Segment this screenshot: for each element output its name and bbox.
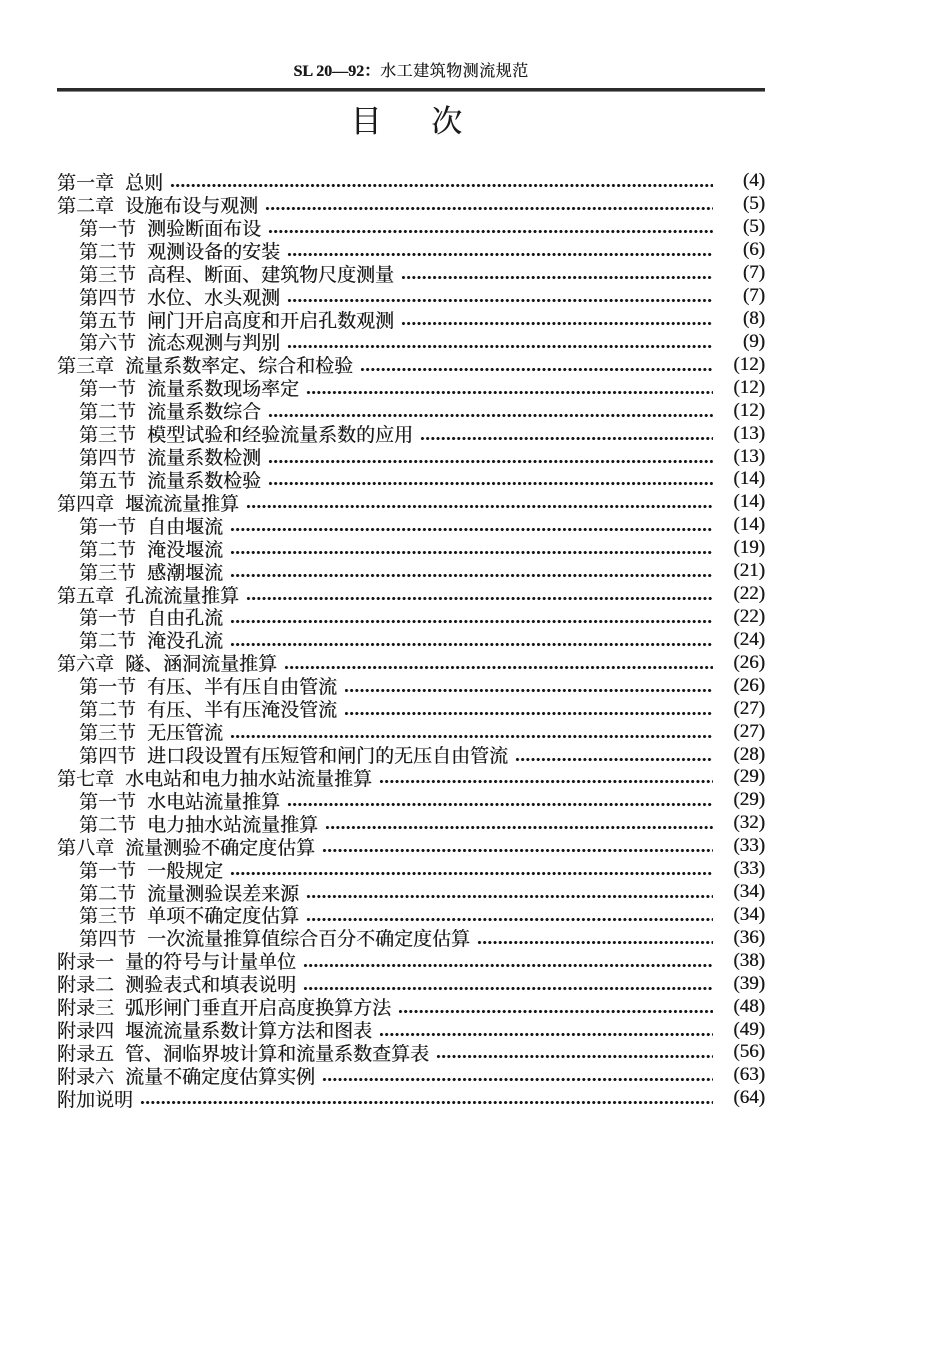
toc-entry-page: (4) [742, 170, 765, 192]
dot-leader [306, 390, 713, 395]
toc-entry-page: (34) [733, 903, 765, 925]
toc-entry-label: 第二章 [57, 195, 115, 217]
toc-entry-label: 第六节 [79, 333, 137, 355]
toc-entry [57, 674, 765, 697]
toc-entry-title: 量的符号与计量单位 [125, 952, 297, 974]
dot-leader [401, 275, 713, 280]
toc-entry-title: 电力抽水站流量推算 [147, 814, 319, 836]
toc-entry-page: (6) [742, 239, 765, 261]
toc-entry-title: 水位、水头观测 [147, 287, 281, 309]
toc-entry-page: (26) [733, 651, 765, 673]
toc-entry-page: (22) [733, 583, 765, 605]
toc-entry-label: 第二节 [79, 814, 137, 836]
dot-leader [303, 963, 713, 968]
toc-entry-page: (26) [733, 674, 765, 696]
toc-entry-page: (36) [733, 926, 765, 948]
toc-entry-label: 第四章 [57, 493, 115, 515]
toc-entry-title: 流量系数检验 [147, 470, 262, 492]
toc-entry-title: 流量系数率定、综合和检验 [125, 356, 354, 378]
toc-entry [57, 881, 765, 904]
toc-entry-title: 感潮堰流 [147, 562, 224, 584]
toc-entry-page: (12) [733, 353, 765, 375]
toc-entry-title: 堰流流量推算 [125, 493, 240, 515]
toc-entry [57, 628, 765, 651]
toc-entry-label: 第五节 [79, 310, 137, 332]
dot-leader [230, 550, 713, 555]
toc-entry-title: 设施布设与观测 [125, 195, 259, 217]
dot-leader [322, 1077, 713, 1082]
toc-entry-page: (29) [733, 789, 765, 811]
toc-entry-label: 附录二 [57, 975, 115, 997]
toc-entry-title: 堰流流量系数计算方法和图表 [125, 1021, 373, 1043]
toc-entry-page: (22) [733, 605, 765, 627]
toc-entry [57, 285, 765, 308]
toc-entry [57, 491, 765, 514]
toc-entry [57, 1041, 765, 1064]
dot-leader [170, 183, 713, 188]
toc-entry-label: 第三节 [79, 425, 137, 447]
dot-leader [401, 321, 713, 326]
toc-entry [57, 904, 765, 927]
toc-entry [57, 1018, 765, 1041]
toc-entry-title: 闸门开启高度和开启孔数观测 [147, 310, 395, 332]
toc-entry-label: 第一节 [79, 608, 137, 630]
toc-entry-label: 第三章 [57, 356, 115, 378]
toc-entry-label: 第三节 [79, 723, 137, 745]
toc-entry [57, 697, 765, 720]
toc-entry-title: 总则 [125, 172, 164, 194]
toc-entry [57, 789, 765, 812]
toc-entry-page: (27) [733, 720, 765, 742]
toc-entry-label: 第一节 [79, 379, 137, 401]
toc-entry-title: 流量测验不确定度估算 [125, 837, 316, 859]
toc-entry [57, 651, 765, 674]
toc-entry [57, 812, 765, 835]
toc-entry-title: 有压、半有压自由管流 [147, 677, 338, 699]
dot-leader [322, 848, 713, 853]
dot-leader [230, 573, 713, 578]
toc-entry-label: 第二节 [79, 700, 137, 722]
toc-entry [57, 949, 765, 972]
toc-entry-page: (12) [733, 399, 765, 421]
toc-entry-title: 淹没堰流 [147, 539, 224, 561]
toc-entry [57, 330, 765, 353]
dot-leader [420, 436, 713, 441]
toc-entry-page: (32) [733, 812, 765, 834]
toc-entry [57, 835, 765, 858]
toc-entry-label: 第一节 [79, 791, 137, 813]
toc-entry-page: (24) [733, 628, 765, 650]
toc-entry-title: 高程、断面、建筑物尺度测量 [147, 264, 395, 286]
toc-entry-title: 水电站流量推算 [147, 791, 281, 813]
toc-entry-label: 附录四 [57, 1021, 115, 1043]
toc-entry [57, 1064, 765, 1087]
toc-entry [57, 606, 765, 629]
toc-entry [57, 422, 765, 445]
toc-entry-label: 附录五 [57, 1044, 115, 1065]
toc-entry-label: 第一节 [79, 516, 137, 538]
dot-leader [268, 459, 713, 464]
toc-entry-label: 第一章 [57, 172, 115, 194]
toc-entry [57, 560, 765, 583]
toc-entry-label: 第一节 [79, 860, 137, 882]
dot-leader [379, 779, 713, 784]
toc-entry-page: (13) [733, 422, 765, 444]
toc-entry-title: 进口段设置有压短管和闸门的无压自由管流 [147, 746, 509, 768]
toc-entry-label: 第八章 [57, 837, 115, 859]
dot-leader [515, 757, 713, 762]
running-head [57, 61, 765, 83]
dot-leader [306, 917, 713, 922]
toc-entry-title: 自由孔流 [147, 608, 224, 630]
toc-entry-title: 观测设备的安装 [147, 241, 281, 263]
dot-leader [436, 1054, 713, 1059]
dot-leader [230, 734, 713, 739]
toc-entry-title: 有压、半有压淹没管流 [147, 700, 338, 722]
dot-leader [303, 986, 713, 991]
dot-leader [268, 413, 713, 418]
toc-entry [57, 537, 765, 560]
toc-entry [57, 308, 765, 331]
toc-entry [57, 766, 765, 789]
dot-leader [398, 1009, 713, 1014]
dot-leader [268, 229, 713, 234]
toc-entry [57, 743, 765, 766]
dot-leader [325, 825, 713, 830]
toc-entry-page: (38) [733, 949, 765, 971]
toc-entry-title: 一次流量推算值综合百分不确定度估算 [147, 929, 471, 951]
dot-leader [230, 619, 713, 624]
toc-entry-label: 附录六 [57, 1066, 115, 1088]
toc-entry-label: 附录三 [57, 998, 115, 1020]
toc-entry-page: (14) [733, 514, 765, 536]
toc-entry-label: 第四节 [79, 746, 137, 768]
toc-entry-page: (19) [733, 537, 765, 559]
dot-leader [230, 871, 713, 876]
toc-entry [57, 239, 765, 262]
toc-entry-label: 第三节 [79, 906, 137, 928]
toc-entry-title: 隧、涵洞流量推算 [125, 654, 278, 676]
toc-entry-page: (7) [742, 262, 765, 284]
toc-entry [57, 399, 765, 422]
toc-entry-label: 第三节 [79, 562, 137, 584]
dot-leader [287, 298, 713, 303]
toc-entry-label: 第五章 [57, 585, 115, 607]
toc-entry-page: (7) [742, 285, 765, 307]
toc-entry [57, 170, 765, 193]
toc-entry [57, 972, 765, 995]
toc-entry-title: 弧形闸门垂直开启高度换算方法 [125, 998, 392, 1020]
toc-list [57, 170, 765, 1110]
toc-entry-label: 第七章 [57, 768, 115, 790]
toc-entry-page: (27) [733, 697, 765, 719]
toc-entry [57, 514, 765, 537]
toc-entry-title: 自由堰流 [147, 516, 224, 538]
toc-entry [57, 926, 765, 949]
header-rule [57, 88, 765, 92]
toc-entry [57, 468, 765, 491]
toc-entry-label: 第六章 [57, 654, 115, 676]
toc-entry-title: 流量测验误差来源 [147, 883, 300, 905]
page-title: 目 次 [350, 104, 472, 139]
dot-leader [268, 481, 713, 486]
dot-leader [230, 527, 713, 532]
toc-entry-page: (5) [742, 216, 765, 238]
toc-entry [57, 858, 765, 881]
dot-leader [344, 688, 713, 693]
toc-entry-title: 淹没孔流 [147, 631, 224, 653]
dot-leader [265, 206, 713, 211]
toc-entry-page: (14) [733, 468, 765, 490]
toc-entry-label: 第四节 [79, 929, 137, 951]
toc-entry [57, 720, 765, 743]
dot-leader [287, 802, 713, 807]
toc-entry-page: (39) [733, 972, 765, 994]
toc-entry [57, 193, 765, 216]
toc-entry-label: 附录一 [57, 952, 115, 974]
toc-entry-title: 流量系数综合 [147, 402, 262, 424]
dot-leader [246, 504, 713, 509]
toc-entry-title: 孔流流量推算 [125, 585, 240, 607]
standard-name: 水工建筑物测流规范 [380, 63, 529, 80]
toc-entry-label: 第五节 [79, 470, 137, 492]
toc-entry-page: (12) [733, 376, 765, 398]
toc-entry [57, 583, 765, 606]
toc-entry-page: (28) [733, 743, 765, 765]
toc-entry-title: 流量不确定度估算实例 [125, 1066, 316, 1088]
dot-leader [246, 596, 713, 601]
toc-entry-page: (29) [733, 766, 765, 788]
toc-entry-title: 管、洞临界坡计算和流量系数查算表 [125, 1044, 430, 1065]
toc-entry-title: 水电站和电力抽水站流量推算 [125, 768, 373, 790]
toc-entry [57, 376, 765, 399]
toc-entry-page: (56) [733, 1041, 765, 1063]
standard-code: SL 20—92： [293, 63, 381, 80]
dot-leader [344, 711, 713, 716]
dot-leader [230, 642, 713, 647]
toc-entry-page: (34) [733, 881, 765, 903]
toc-entry-label: 附加说明 [57, 1089, 134, 1111]
toc-entry-title: 一般规定 [147, 860, 224, 882]
toc-entry-title: 单项不确定度估算 [147, 906, 300, 928]
toc-entry-title: 无压管流 [147, 723, 224, 745]
toc-entry-title: 流量系数现场率定 [147, 379, 300, 401]
toc-entry-title: 模型试验和经验流量系数的应用 [147, 425, 414, 447]
toc-entry-label: 第四节 [79, 448, 137, 470]
dot-leader [306, 894, 713, 899]
dot-leader [360, 367, 713, 372]
toc-entry-page: (63) [733, 1064, 765, 1086]
toc-entry [57, 353, 765, 376]
toc-entry [57, 1087, 765, 1110]
dot-leader [379, 1032, 713, 1037]
dot-leader [477, 940, 713, 945]
toc-entry-page: (13) [733, 445, 765, 467]
toc-entry-title: 测验断面布设 [147, 218, 262, 240]
toc-entry-label: 第四节 [79, 287, 137, 309]
dot-leader [287, 252, 713, 257]
dot-leader [287, 344, 713, 349]
dot-leader [284, 665, 713, 670]
toc-entry-page: (64) [733, 1087, 765, 1109]
toc-entry-title: 测验表式和填表说明 [125, 975, 297, 997]
toc-entry-page: (8) [742, 307, 765, 329]
toc-entry-label: 第二节 [79, 241, 137, 263]
toc-entry [57, 995, 765, 1018]
toc-entry-label: 第一节 [79, 218, 137, 240]
toc-entry [57, 216, 765, 239]
toc-entry-label: 第二节 [79, 539, 137, 561]
toc-entry-page: (33) [733, 858, 765, 880]
toc-entry-label: 第一节 [79, 677, 137, 699]
toc-entry-page: (48) [733, 995, 765, 1017]
toc-entry-page: (21) [733, 560, 765, 582]
toc-entry-page: (14) [733, 491, 765, 513]
toc-entry [57, 262, 765, 285]
toc-entry-title: 流态观测与判别 [147, 333, 281, 355]
toc-entry-label: 第二节 [79, 631, 137, 653]
toc-entry-label: 第二节 [79, 883, 137, 905]
toc-entry-page: (49) [733, 1018, 765, 1040]
toc-entry-page: (33) [733, 835, 765, 857]
toc-entry-label: 第二节 [79, 402, 137, 424]
toc-entry-title: 流量系数检测 [147, 448, 262, 470]
toc-entry [57, 445, 765, 468]
toc-entry-page: (5) [742, 193, 765, 215]
toc-entry-page: (9) [742, 330, 765, 352]
dot-leader [140, 1100, 713, 1105]
toc-entry-label: 第三节 [79, 264, 137, 286]
